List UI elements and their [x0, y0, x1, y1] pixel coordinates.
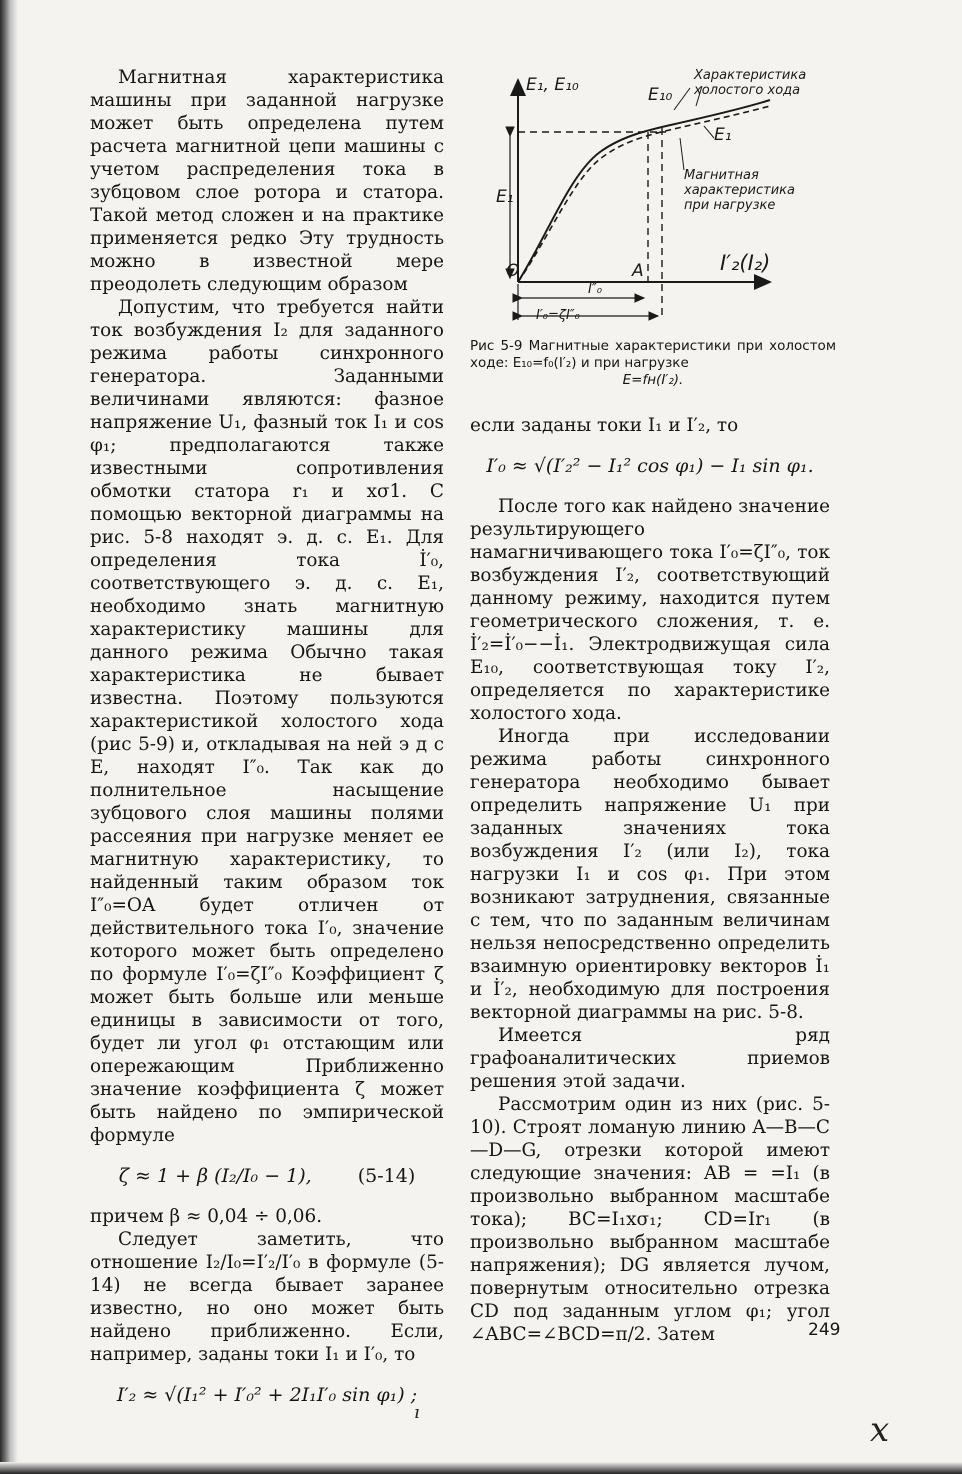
page-edge-bottom	[0, 1462, 962, 1474]
label-no-load: Характеристика холостого хода	[694, 68, 807, 98]
label-O: O	[506, 261, 520, 281]
leader-E1	[704, 126, 714, 138]
right-paragraph-1: если заданы токи I₁ и I′₂, то	[470, 415, 739, 436]
formula-5-14-number: (5-14)	[357, 1165, 416, 1187]
formula-I0: I′₀ ≈ √(I′₂² − I₁² cos φ₁) − I₁ sin φ₁.	[486, 455, 814, 477]
formula-5-14-body: ζ ≈ 1 + β (I₂/I₀ − 1),	[118, 1165, 312, 1187]
label-E1-E10: E₁, E₁₀	[526, 75, 579, 95]
formula-5-14	[90, 1161, 444, 1191]
figure-caption	[470, 338, 836, 389]
right-column	[470, 414, 830, 1346]
right-paragraph-2: После того как найдено значение результирующего намагничивающего тока I′₀=ζI″₀, ток возбуждения I′₂, соответствующий данному режиму, находится путем геометрического сложения, т. е. İ′₂=İ′₀−−İ₁. Электродвижущая сила E₁₀, соответствующая току I′₂, определяется по характеристике холостого хода.	[470, 496, 830, 724]
caption-formula: E=fн(I′₂).	[622, 372, 684, 388]
label-I0pp: I″₀	[588, 282, 602, 297]
left-column	[90, 66, 444, 1424]
right-paragraph-3: Иногда при исследовании режима работы синхронного генератора необходимо бывает определить напряжение U₁ при заданных значениях тока возбуждения I′₂ (или I₂), тока нагрузки I₁ и cos φ₁. При этом возникают затруднения, связанные с тем, что по заданным величинам нельзя непосредственно определить взаимную ориентировку векторов İ₁ и İ′₂, необходимую для построения векторной диаграммы на рис. 5-8.	[470, 726, 830, 1023]
leader-load	[680, 138, 684, 170]
ink-mark-bottom-right: x	[870, 1410, 890, 1450]
label-E1-curve: E₁	[714, 125, 732, 145]
right-paragraph-5: Рассмотрим один из них (рис. 5-10). Строят ломаную линию A—B—C—D—G, отрезки которой имеют следующие значения: AB = =I₁ (в произвольно выбранном масштабе тока); BC=I₁xσ₁; CD=Ir₁ (в произвольно выбранном масштабе напряжения); DG является лучом, повернутым относительно отрезка CD под заданным углом φ₁; угол ∠ABC=∠BCD=π/2. Затем	[470, 1094, 830, 1345]
formula-I2: I′₂ ≈ √(I₁² + I′₀² + 2I₁I′₀ sin φ₁) ;	[116, 1384, 418, 1406]
label-E1-axis: E₁	[496, 187, 514, 207]
label-I0p: I′₀=ζI″₀	[536, 308, 580, 323]
leader-E10	[674, 88, 690, 110]
label-E10: E₁₀	[648, 85, 673, 105]
right-paragraph-4: Имеется ряд графоаналитических приемов решения этой задачи.	[470, 1025, 830, 1092]
left-paragraph-2: Допустим, что требуется найти ток возбуждения I₂ для заданного режима работы синхронного генератора. Заданными величинами являются: фазное напряжение U₁, фазный ток I₁ и cos φ₁; предполагаются также известными сопротивления обмотки статора r₁ и xσ1. С помощью векторной диаграммы на рис. 5-8 находят э. д. с. E₁. Для определения тока İ′₀, соответствующего э. д. с. E₁, необходимо знать магнитную характеристику машины для данного режима Обычно такая характеристика не бывает известна. Поэтому пользуются характеристикой холостого хода (рис 5-9) и, откладывая на ней э д с E, находят I″₀. Так как до полнительное насыщение зубцового слоя машины полями рассеяния при нагрузке меняет ее магнитную характеристику, то найденный таким образом ток I″₀=OA будет отличен от действительного тока I′₀, значение которого может быть определено по формуле I′₀=ζI″₀ Коэффициент ζ может быть больше или меньше единицы в зависимости от того, будет ли угол φ₁ отстающим или опережающим Приближенно значение коэффициента ζ может быть найдено по эмпирической формуле	[90, 297, 444, 1146]
caption-text: Рис 5-9 Магнитные характеристики при холостом ходе: E₁₀=f₀(I′₂) и при нагрузке	[470, 338, 836, 371]
page-edge-left	[0, 0, 18, 1474]
left-paragraph-3: причем β ≈ 0,04 ÷ 0,06.	[90, 1206, 323, 1227]
ink-mark-bottom-center: ı	[414, 1402, 420, 1423]
left-paragraph-1: Магнитная характеристика машины при заданной нагрузке может быть определена путем расчета магнитной цепи машины с учетом распределения тока в зубцовом слое ротора и статора. Такой метод сложен и на практике применяется редко Эту трудность можно в известной мере преодолеть следующим образом	[90, 67, 444, 295]
label-A: A	[632, 261, 644, 281]
left-paragraph-4: Следует заметить, что отношение I₂/I₀=I′₂/I′₀ в формуле (5-14) не всегда бывает заранее известно, но оно может быть найдено приближенно. Если, например, заданы токи I₁ и I′₀, то	[90, 1229, 444, 1365]
page-number: 249	[808, 1320, 841, 1340]
label-x-axis: I′₂(I₂)	[720, 251, 771, 275]
label-load: Магнитная характеристика при нагрузке	[684, 168, 795, 213]
